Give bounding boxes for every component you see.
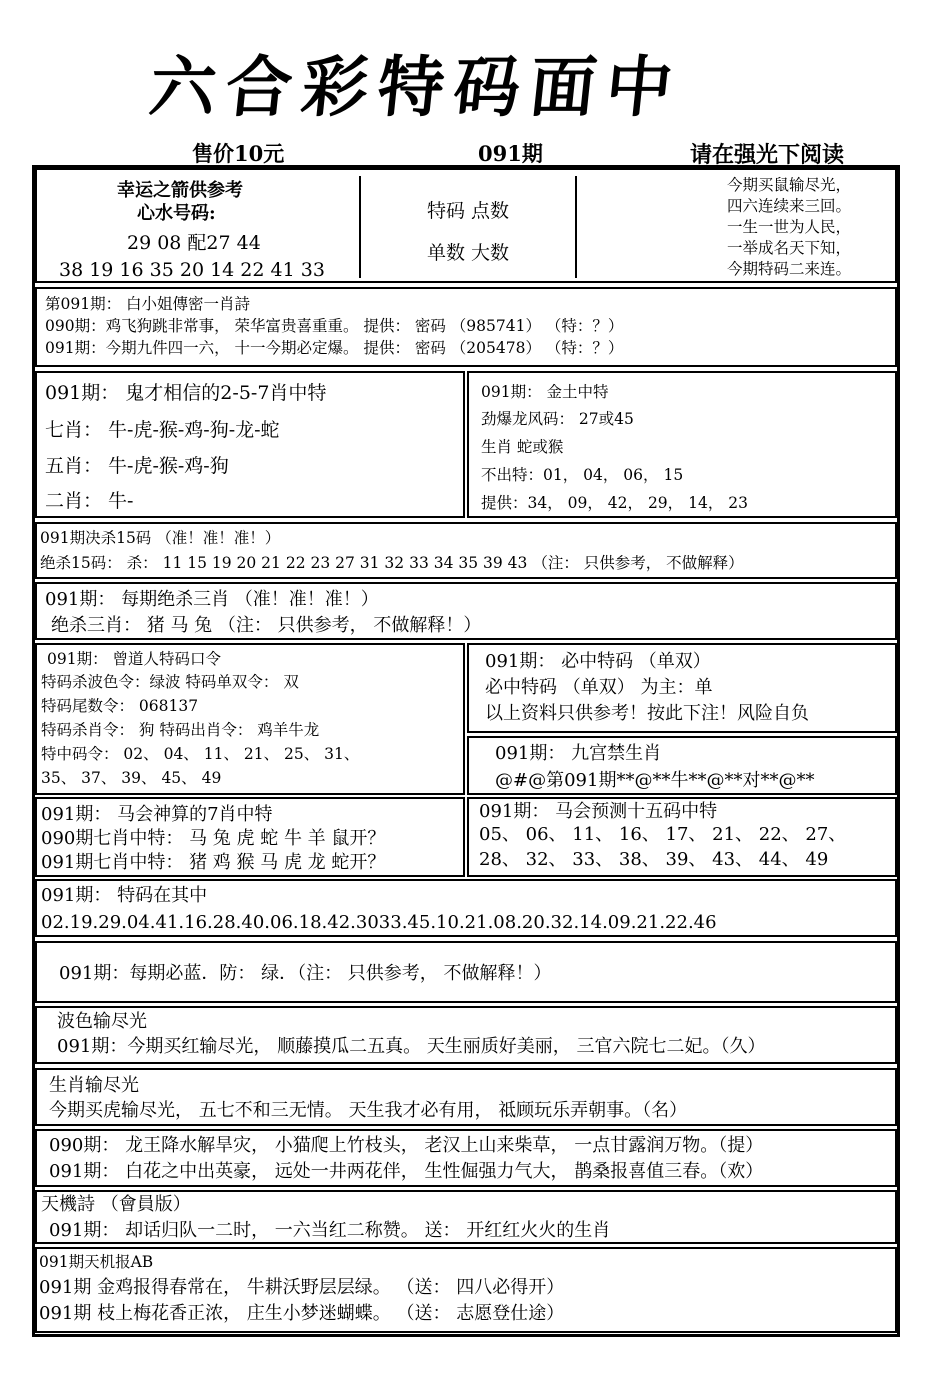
zodiac-five: 五肖： 牛-虎-猴-鸡-狗 xyxy=(45,455,229,477)
text-line: 091期 枝上梅花香正浓， 庄生小梦迷蝴蝶。 （送： 志愿登仕途） xyxy=(39,1303,565,1324)
text-line: 绝杀15码： 杀： 11 15 19 20 21 22 23 27 31 32 33 34 35 39 43 （注： 只供参考， 不做解释） xyxy=(40,554,744,572)
section-15-codes xyxy=(467,797,897,877)
text-line: 05、 06、 11、 16、 17、 21、 22、 27、 xyxy=(479,824,847,845)
section-title: 091期： 每期绝杀三肖 （准！准！准！） xyxy=(45,589,379,610)
section-title: 第091期： 白小姐傳密一肖詩 xyxy=(45,295,251,313)
poem-line: 今期特码二来连。 xyxy=(727,260,852,278)
section-title: 生肖输尽光 xyxy=(49,1075,139,1096)
poem-line: 今期买鼠输尽光， xyxy=(727,176,852,194)
text-line: 090期七肖中特： 马 兔 虎 蛇 牛 羊 鼠开？ xyxy=(41,828,386,849)
section-title: 091期： 九宫禁生肖 xyxy=(495,743,662,764)
poem-line: 四六连续来三回。 xyxy=(727,197,852,215)
section-title: 波色输尽光 xyxy=(57,1011,147,1032)
section-257-zodiac xyxy=(35,371,465,518)
text-line: 今期买虎输尽光， 五七不和三无情。 天生我才必有用， 祗顾玩乐弄朝事。（名） xyxy=(49,1100,688,1121)
text-line: 091期七肖中特： 猪 鸡 猴 马 虎 龙 蛇开？ xyxy=(41,852,386,873)
issue-label: 091期 xyxy=(478,141,543,166)
section-color-lose xyxy=(35,1006,897,1064)
section-zodiac-lose xyxy=(35,1068,897,1126)
tema-line-2: 单数 大数 xyxy=(427,242,510,264)
text-line: @#@第091期**@**牛**@**对**@** xyxy=(495,770,815,791)
section-title: 091期： 曾道人特码口令 xyxy=(47,650,222,668)
text-line: 28、 32、 33、 38、 39、 43、 44、 49 xyxy=(479,849,829,870)
text-line: 必中特码 （单双） 为主：单 xyxy=(485,677,713,698)
text-line: 提供：34， 09， 42， 29， 14， 23 xyxy=(481,494,748,512)
section-tianji-poem xyxy=(35,1190,897,1244)
section-tianji-ab xyxy=(35,1247,897,1333)
text-line: 不出特：01， 04， 06， 15 xyxy=(481,466,684,484)
text-line: 090期：鸡飞狗跳非常事， 荣华富贵喜重重。 提供： 密码 （985741） （特：？） xyxy=(45,317,624,335)
section-special-codes xyxy=(35,879,897,937)
section-title: 091期： 马会神算的7肖中特 xyxy=(41,804,273,825)
section-nine-palace xyxy=(467,736,897,795)
section-title: 091期： 必中特码 （单双） xyxy=(485,651,711,672)
text-line: 特码杀肖令： 狗 特码出肖令： 鸡羊牛龙 xyxy=(41,721,320,739)
section-zeng-daoren xyxy=(35,643,465,795)
text-line: 091期 金鸡报得春常在， 牛耕沃野层层绿。 （送： 四八必得开） xyxy=(39,1277,565,1298)
divider-line xyxy=(575,176,577,278)
lucky-numbers-1: 29 08 配27 44 xyxy=(127,232,261,254)
section-title: 091期： 马会预测十五码中特 xyxy=(479,801,718,822)
section-blue xyxy=(35,941,897,1003)
section-gold-earth xyxy=(467,371,897,518)
text-line: 091期：每期必蓝．防： 绿．（注： 只供参考， 不做解释！） xyxy=(59,963,552,984)
text-line: 以上资料只供参考！按此下注！风险自负 xyxy=(485,703,809,724)
zodiac-two: 二肖： 牛- xyxy=(45,490,134,512)
lucky-title: 幸运之箭供参考 xyxy=(117,180,243,201)
reading-notice: 请在强光下阅读 xyxy=(690,142,845,168)
text-line: 091期： 却话归队一二时， 一六当红二称赞。 送： 开红红火火的生肖 xyxy=(49,1220,611,1241)
lucky-subtitle: 心水号码: xyxy=(137,203,216,224)
text-line: 劲爆龙风码： 27或45 xyxy=(481,410,634,428)
text-line: 090期： 龙王降水解旱灾， 小猫爬上竹枝头， 老汉上山来柴草， 一点甘露润万物。（提） xyxy=(49,1135,764,1156)
text-line: 绝杀三肖： 猪 马 兔 （注： 只供参考， 不做解释！） xyxy=(51,615,482,636)
text-line: 特中码令： 02、 04、 11、 21、 25、 31、 xyxy=(41,745,360,763)
section-title: 091期： 鬼才相信的2-5-7肖中特 xyxy=(45,382,327,404)
section-title: 091期决杀15码 （准！准！准！） xyxy=(40,529,281,547)
section-title: 天機詩 （會員版） xyxy=(41,1194,191,1215)
zodiac-seven: 七肖： 牛-虎-猴-鸡-狗-龙-蛇 xyxy=(45,419,280,441)
section-kill-15 xyxy=(35,522,897,579)
text-line: 091期： 白花之中出英豪， 远处一井两花伴， 生性倔强力气大， 鹊桑报喜值三春。（欢） xyxy=(49,1161,764,1182)
tema-line-1: 特码 点数 xyxy=(427,200,510,222)
lucky-numbers-2: 38 19 16 35 20 14 22 41 33 xyxy=(59,259,325,281)
section-secret-poem xyxy=(35,287,897,367)
section-title: 091期： 特码在其中 xyxy=(41,885,208,906)
poem-line: 一生一世为人民， xyxy=(727,218,852,236)
divider-line xyxy=(359,176,361,278)
masthead-title: 六合彩特码面中 xyxy=(145,49,687,126)
text-line: 02.19.29.04.41.16.28.40.06.18.42.3033.45.10.21.08.20.32.14.09.21.22.46 xyxy=(41,912,717,933)
text-line: 091期：今期九件四一六， 十一今期必定爆。 提供： 密码 （205478） （特：？） xyxy=(45,339,624,357)
text-line: 特码尾数令： 068137 xyxy=(41,697,199,715)
text-line: 生肖 蛇或猴 xyxy=(481,438,564,456)
text-line: 091期：今期买红输尽光， 顺藤摸瓜二五真。 天生丽质好美丽， 三官六院七二妃。（久） xyxy=(57,1036,766,1057)
section-kill-3 xyxy=(35,582,897,640)
section-7-zodiac xyxy=(35,797,465,877)
text-line: 35、 37、 39、 45、 49 xyxy=(41,769,222,787)
top-info-block xyxy=(35,168,897,283)
section-title: 091期： 金土中特 xyxy=(481,383,609,401)
section-odd-even xyxy=(467,643,897,733)
section-poems xyxy=(35,1129,897,1187)
price-label: 售价10元 xyxy=(192,141,285,166)
section-title: 091期天机报AB xyxy=(39,1253,154,1271)
text-line: 特码杀波色令：绿波 特码单双令： 双 xyxy=(41,673,299,691)
poem-line: 一举成名天下知， xyxy=(727,239,852,257)
